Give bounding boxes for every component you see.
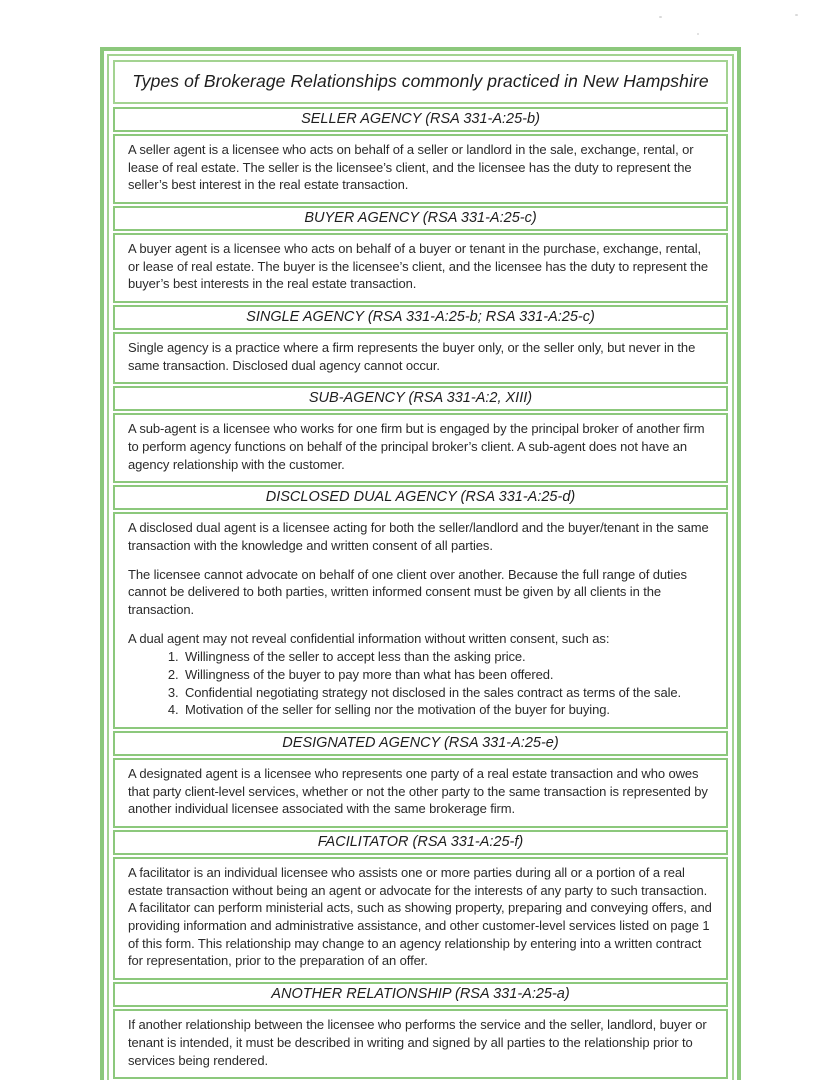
list-item: 1. Willingness of the seller to accept less than the asking price. bbox=[182, 648, 713, 666]
scan-speck bbox=[795, 14, 798, 16]
section-header-seller-agency: SELLER AGENCY (RSA 331-A:25-b) bbox=[113, 107, 728, 132]
section-header-another-relationship: ANOTHER RELATIONSHIP (RSA 331-A:25-a) bbox=[113, 982, 728, 1007]
document-title: Types of Brokerage Relationships commonly practiced in New Hampshire bbox=[113, 60, 728, 104]
section-paragraph: A dual agent may not reveal confidential information without written consent, such as: bbox=[128, 630, 610, 646]
section-body-another-relationship bbox=[113, 1009, 728, 1079]
confidential-items-list bbox=[182, 648, 713, 719]
section-paragraph: A facilitator is an individual licensee who assists one or more parties during all or a portion of a real estate transaction without being an agent or advocate for the interests of any party to such transaction. A facilitator can perform ministerial acts, such as showing property, preparing and conveying offers, and providing information and administrative assistance, and other customer-level services listed on page 1 of this form. This relationship may change to an agency relationship by entering into a written contract for representation, prior to the preparation of an offer. bbox=[128, 865, 712, 969]
scan-speck bbox=[659, 16, 662, 18]
section-header-buyer-agency: BUYER AGENCY (RSA 331-A:25-c) bbox=[113, 206, 728, 231]
section-body-seller-agency bbox=[113, 134, 728, 204]
scan-speck bbox=[697, 33, 699, 35]
document-outer-frame bbox=[100, 47, 741, 1080]
section-paragraph: A seller agent is a licensee who acts on behalf of a seller or landlord in the sale, exchange, rental, or lease of real estate. The seller is the licensee’s client, and the licensee has the duty to represent the seller’s best interest in the real estate transaction. bbox=[128, 142, 694, 193]
section-paragraph: A sub-agent is a licensee who works for one firm but is engaged by the principal broker of another firm to perform agency functions on behalf of the principal broker’s client. A sub-agent does not have an agency relationship with the customer. bbox=[128, 421, 705, 472]
list-item: 3. Confidential negotiating strategy not disclosed in the sales contract as terms of the sale. bbox=[182, 684, 713, 702]
section-paragraph: Single agency is a practice where a firm represents the buyer only, or the seller only, but never in the same transaction. Disclosed dual agency cannot occur. bbox=[128, 340, 696, 373]
section-paragraph: If another relationship between the licensee who performs the service and the seller, landlord, buyer or tenant is intended, it must be described in writing and signed by all parties to the relationship prior to services being rendered. bbox=[128, 1017, 707, 1068]
section-paragraph: A designated agent is a licensee who represents one party of a real estate transaction and who owes that party client-level services, whether or not the other party to the same transaction is represented by another individual licensee associated with the same brokerage firm. bbox=[128, 766, 708, 817]
section-paragraph: A disclosed dual agent is a licensee acting for both the seller/landlord and the buyer/tenant in the same transaction with the knowledge and written consent of all parties. bbox=[128, 520, 709, 554]
section-header-facilitator: FACILITATOR (RSA 331-A:25-f) bbox=[113, 830, 728, 855]
document-inner-frame bbox=[107, 54, 734, 1080]
section-body-designated-agency bbox=[113, 758, 728, 828]
section-body-single-agency bbox=[113, 332, 728, 384]
section-header-disclosed-dual-agency: DISCLOSED DUAL AGENCY (RSA 331-A:25-d) bbox=[113, 485, 728, 510]
list-item: 2. Willingness of the buyer to pay more than what has been offered. bbox=[182, 666, 713, 684]
section-body-buyer-agency bbox=[113, 233, 728, 303]
section-header-sub-agency: SUB-AGENCY (RSA 331-A:2, XIII) bbox=[113, 386, 728, 411]
section-body-sub-agency bbox=[113, 413, 728, 483]
section-header-single-agency: SINGLE AGENCY (RSA 331-A:25-b; RSA 331-A:25-c) bbox=[113, 305, 728, 330]
section-header-designated-agency: DESIGNATED AGENCY (RSA 331-A:25-e) bbox=[113, 731, 728, 756]
list-item: 4. Motivation of the seller for selling nor the motivation of the buyer for buying. bbox=[182, 701, 713, 719]
section-paragraph: A buyer agent is a licensee who acts on behalf of a buyer or tenant in the purchase, exchange, rental, or lease of real estate. The buyer is the licensee’s client, and the licensee has the duty to represent the buyer’s best interests in the real estate transaction. bbox=[128, 241, 708, 292]
section-paragraph: The licensee cannot advocate on behalf of one client over another. Because the full range of duties cannot be delivered to both parties, written informed consent must be given by all clients in the transaction. bbox=[128, 566, 687, 618]
section-body-disclosed-dual-agency bbox=[113, 512, 728, 729]
section-body-facilitator bbox=[113, 857, 728, 980]
